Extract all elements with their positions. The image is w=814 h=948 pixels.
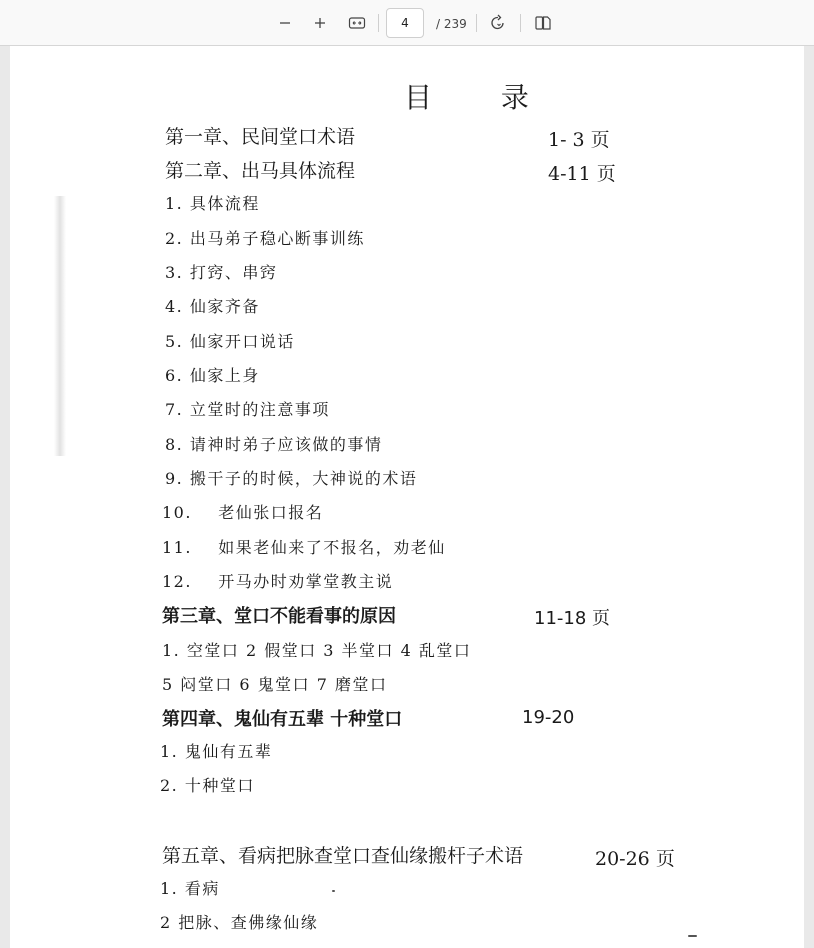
chapter-3-pages: 11-18 页: [534, 608, 611, 629]
minus-icon: [278, 16, 292, 30]
toc-item: 1. 鬼仙有五辈: [160, 742, 273, 761]
toolbar-divider: [476, 14, 477, 32]
toc-item: 2. 出马弟子稳心断事训练: [165, 229, 365, 248]
scan-speck: [688, 935, 697, 937]
toc-item: 4. 仙家齐备: [165, 297, 260, 316]
chapter-1-title: 第一章、民间堂口术语: [165, 126, 356, 148]
toc-item: 5 闷堂口 6 鬼堂口 7 磨堂口: [162, 675, 388, 694]
chapter-3-title: 第三章、堂口不能看事的原因: [162, 606, 396, 627]
scan-shadow: [54, 196, 66, 456]
chapter-2-title: 第二章、出马具体流程: [165, 160, 356, 182]
toc-item: 2. 十种堂口: [160, 776, 255, 795]
chapter-5-title: 第五章、看病把脉查堂口查仙缘搬杆子术语: [162, 845, 524, 867]
toc-item: 6. 仙家上身: [165, 366, 260, 385]
chapter-1-pages: 1- 3 页: [548, 129, 610, 151]
two-page-icon: [534, 15, 552, 31]
toc-item: 1. 具体流程: [165, 194, 260, 213]
chapter-2-pages: 4-11 页: [548, 163, 616, 185]
toc-item: 8. 请神时弟子应该做的事情: [165, 435, 383, 454]
toc-title: 目 录: [404, 81, 559, 114]
scan-speck: [332, 890, 335, 892]
toc-item: 7. 立堂时的注意事项: [165, 400, 330, 419]
pdf-toolbar: [0, 0, 814, 46]
fit-width-icon: [348, 16, 366, 30]
toc-item: 12. 开马办时劝掌堂教主说: [162, 572, 394, 591]
toc-item: 3. 打窍、串窍: [165, 263, 278, 282]
toolbar-divider: [378, 14, 379, 32]
page-total-label: / 239: [436, 17, 467, 31]
pdf-page: [10, 46, 804, 948]
plus-icon: [313, 16, 327, 30]
chapter-5-pages: 20-26 页: [595, 848, 675, 870]
toolbar-divider: [520, 14, 521, 32]
toc-item: 10. 老仙张口报名: [162, 503, 324, 522]
two-page-view-button[interactable]: [531, 11, 555, 35]
toc-item: 1. 看病: [160, 879, 220, 898]
page-number-input[interactable]: [386, 8, 424, 38]
rotate-button[interactable]: [486, 11, 510, 35]
toc-item: 9. 搬干子的时候，大神说的术语: [165, 469, 418, 488]
chapter-4-title: 第四章、鬼仙有五辈 十种堂口: [162, 709, 403, 730]
zoom-in-button[interactable]: [308, 11, 332, 35]
toc-item: 5. 仙家开口说话: [165, 332, 295, 351]
chapter-4-pages: 19-20: [522, 707, 575, 728]
rotate-icon: [489, 14, 507, 32]
zoom-out-button[interactable]: [273, 11, 297, 35]
fit-width-button[interactable]: [345, 11, 369, 35]
toc-item: 1. 空堂口 2 假堂口 3 半堂口 4 乱堂口: [162, 641, 472, 660]
toc-item: 2 把脉、查佛缘仙缘: [160, 913, 319, 932]
toc-item: 11. 如果老仙来了不报名，劝老仙: [162, 538, 446, 557]
